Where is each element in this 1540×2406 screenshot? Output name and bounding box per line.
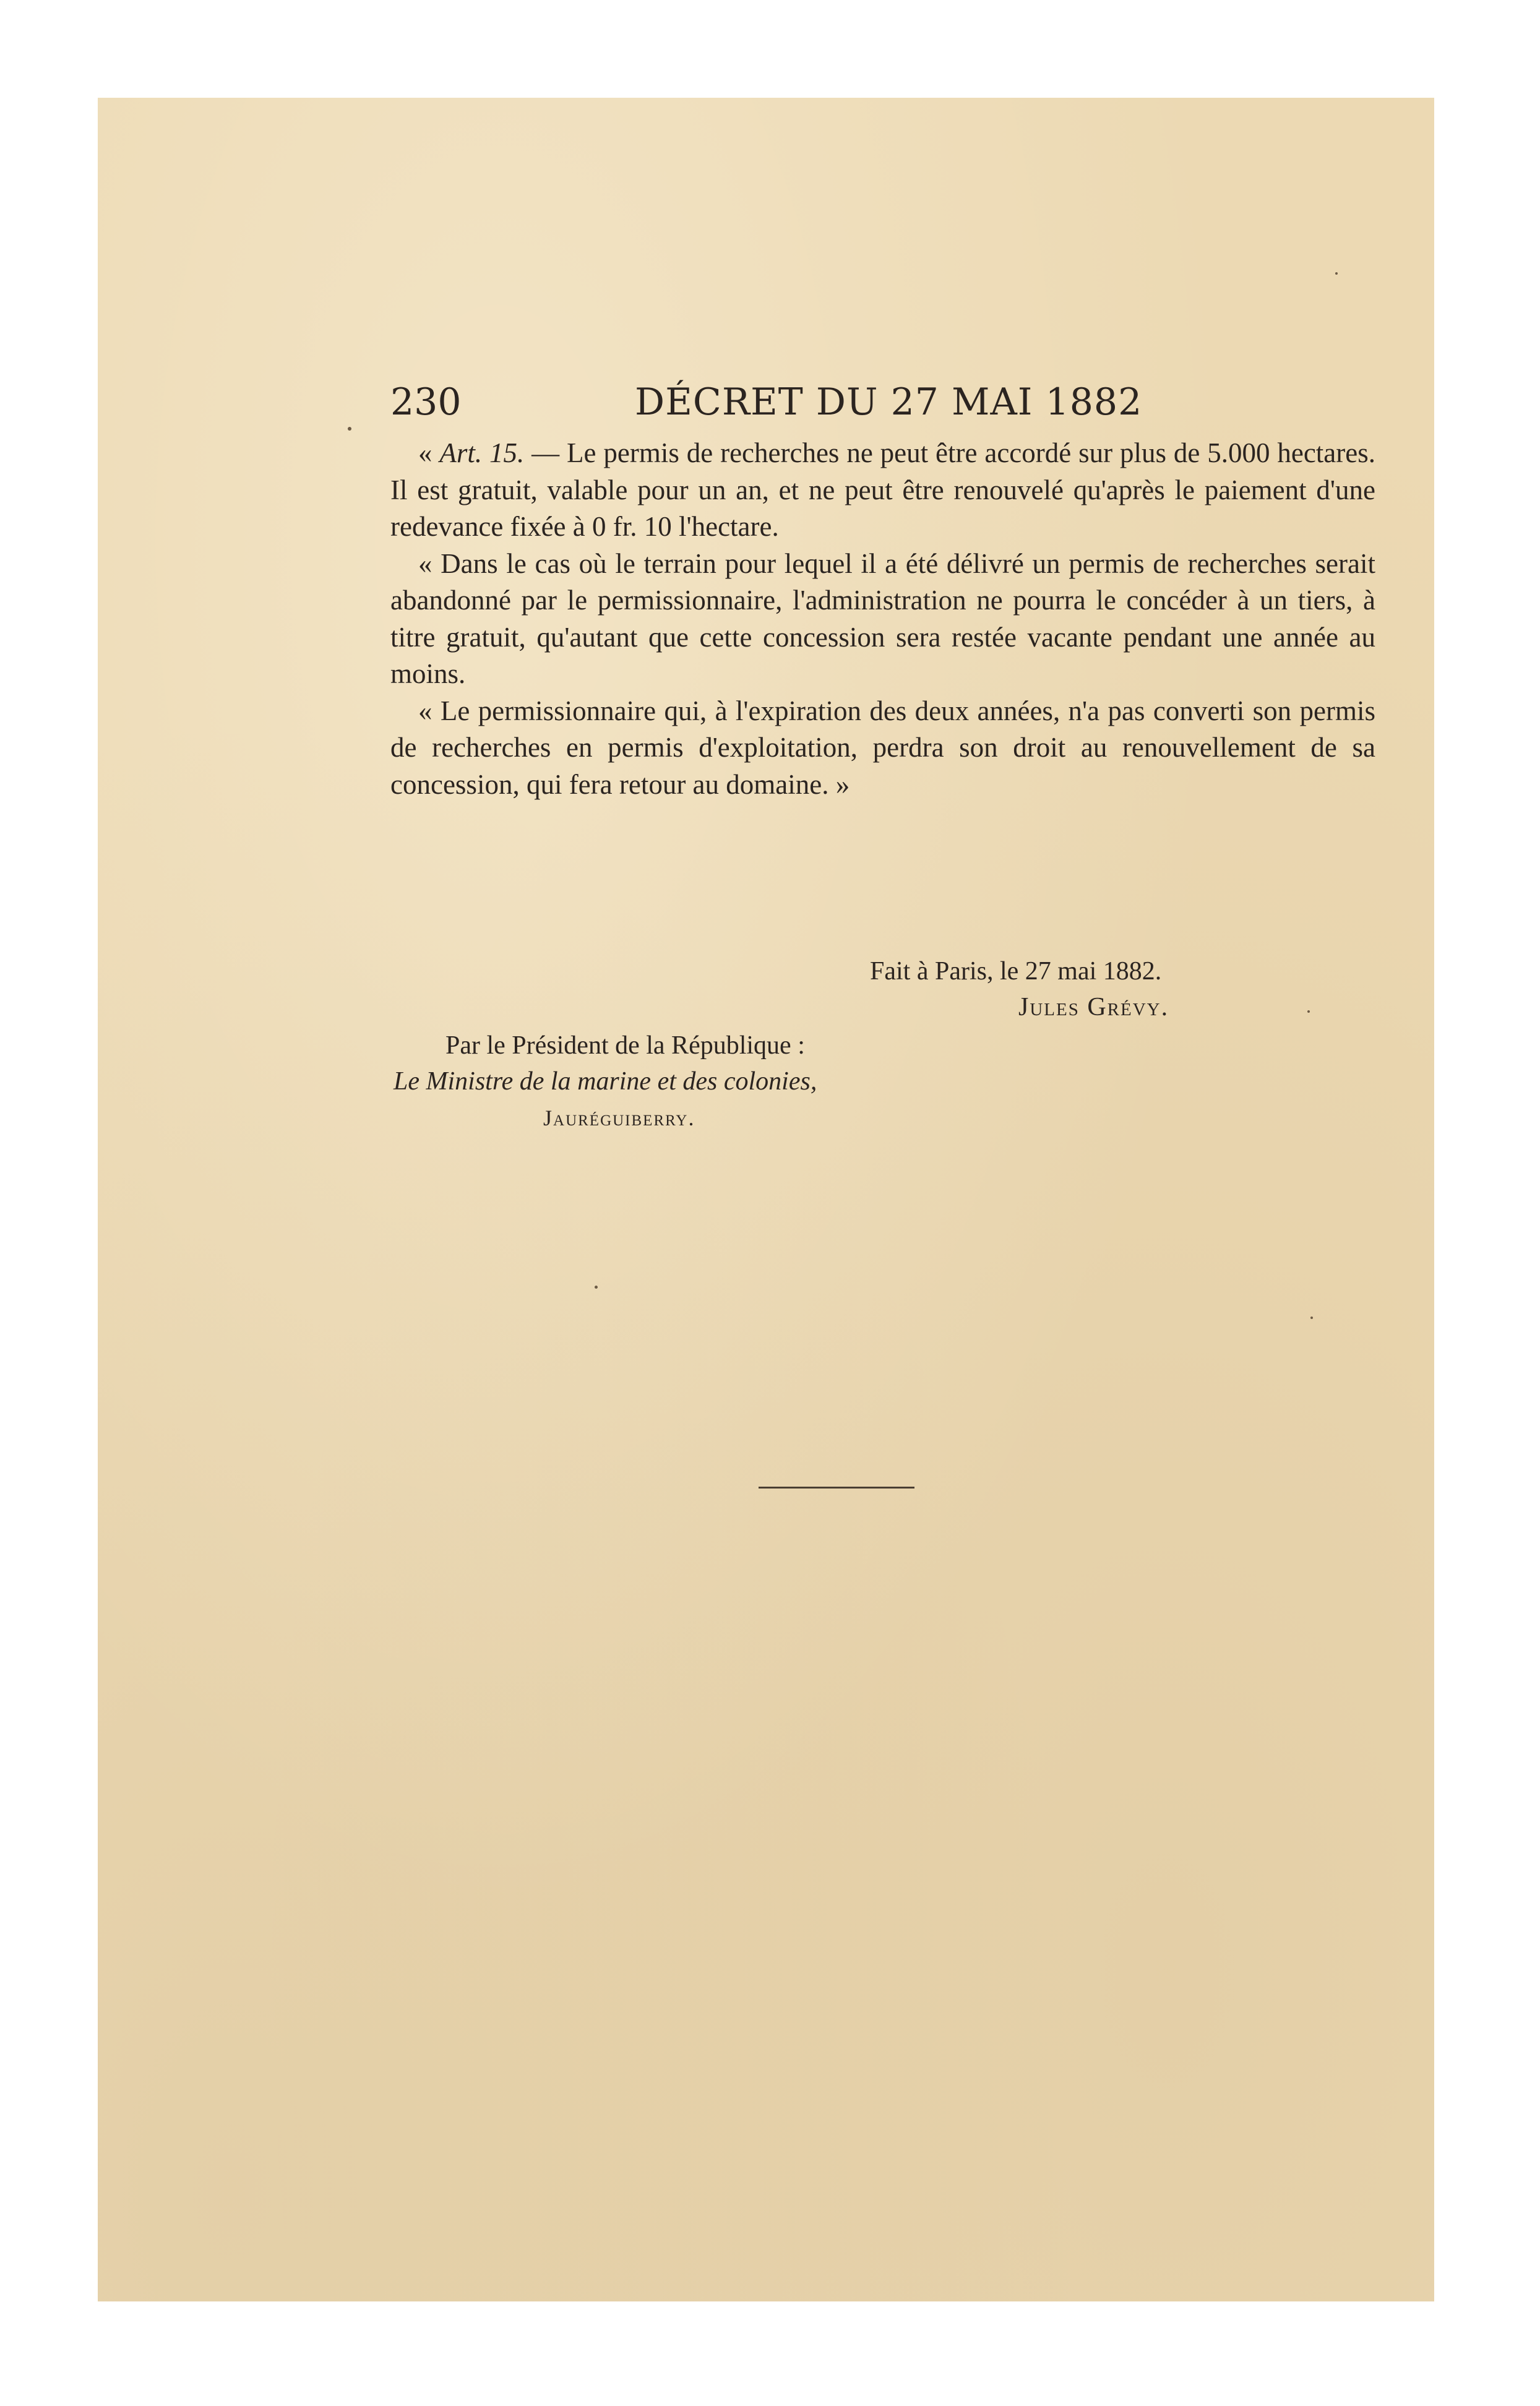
paper-speck <box>1335 272 1338 275</box>
article-paragraph-2: « Dans le cas où le terrain pour lequel il a été délivré un permis de recherches serait abandonné par le permissionnaire, l'administration ne pourra le concéder à un tiers, à titre gratuit, qu'autant que cette concession sera restée vacante pendant une année au moins. <box>390 548 1375 689</box>
article-label: Art. 15. <box>439 437 525 468</box>
paper-speck <box>1310 1317 1313 1319</box>
president-signature: Jules Grévy. <box>1018 993 1169 1021</box>
by-president-line: Par le Président de la République : <box>445 1031 805 1060</box>
article-body <box>390 435 1375 803</box>
page-number: 230 <box>390 380 462 424</box>
article-paragraph-1-text: — Le permis de recherches ne peut être accordé sur plus de 5.000 hectares. Il est gratuit, valable pour un an, et ne peut être renouvelé qu'après le paiement d'une redevance fixée à 0 fr. 10 l'hectare. <box>390 437 1375 542</box>
paper-speck <box>1307 1010 1310 1013</box>
minister-signature: Jauréguiberry. <box>543 1106 695 1130</box>
minister-title: Le Ministre de la marine et des colonies, <box>394 1067 817 1096</box>
place-date: Fait à Paris, le 27 mai 1882. <box>870 957 1162 986</box>
article-paragraph-3: « Le permissionnaire qui, à l'expiration des deux années, n'a pas converti son permis de recherches en permis d'exploitation, perdra son droit au renouvellement de sa concession, qui fera retour au domaine. » <box>390 695 1375 800</box>
quote-open: « <box>418 437 440 468</box>
running-head: DÉCRET DU 27 MAI 1882 <box>635 380 1143 424</box>
paper-speck <box>595 1286 598 1289</box>
paper-speck <box>348 427 351 431</box>
document-page <box>98 98 1434 2301</box>
article-paragraph-1 <box>390 435 1375 546</box>
page-header <box>390 377 1380 427</box>
end-rule <box>759 1487 914 1489</box>
